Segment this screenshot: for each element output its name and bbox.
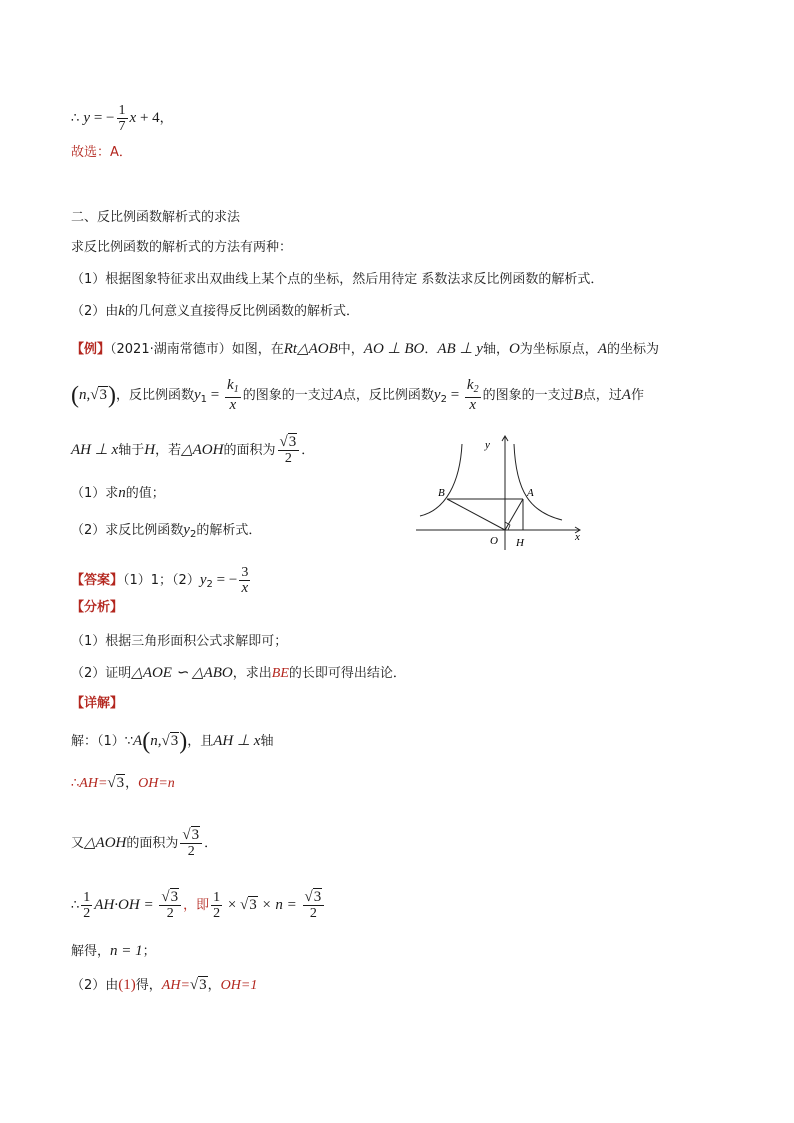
- punct: ．: [118, 145, 132, 160]
- point-a: A: [621, 387, 631, 403]
- frac-num: [465, 378, 481, 398]
- frac-den: 2: [309, 906, 317, 921]
- fraction-sqrt3-2: [278, 435, 300, 466]
- frac-num: [278, 435, 300, 451]
- times: ×: [224, 897, 241, 913]
- sqrt: √3: [161, 889, 179, 905]
- point-a: A: [133, 733, 143, 749]
- label-a: A: [527, 487, 534, 499]
- text: 点，过: [582, 388, 622, 403]
- choice-label: 故选：: [71, 145, 111, 160]
- frac-num: [180, 828, 202, 844]
- text: 轴于: [118, 443, 145, 458]
- text: 中，: [337, 342, 364, 357]
- text: 的坐标为: [606, 342, 659, 357]
- eq-sign: = −: [90, 110, 115, 126]
- perp-ah-x: AH ⊥ x: [71, 442, 119, 458]
- answer-tag: 【答案】: [71, 573, 124, 588]
- punct: ．: [204, 836, 218, 851]
- therefore-sign: ∴: [71, 898, 80, 913]
- sqrt: √3: [304, 889, 322, 905]
- text: 为坐标原点，: [519, 342, 598, 357]
- point-h: H: [144, 442, 156, 458]
- text: 轴，: [482, 342, 509, 357]
- radicand: 3: [170, 733, 179, 749]
- frac-den: 2: [213, 906, 221, 921]
- text: ，反比例函数: [115, 388, 194, 403]
- hyperbola-right: [514, 444, 562, 520]
- question-1: [71, 483, 165, 504]
- example-line-3: [71, 435, 314, 466]
- text: 的面积为: [126, 836, 179, 851]
- fraction: [159, 890, 181, 921]
- text: 点，反比例函数: [342, 388, 434, 403]
- analysis-line-2: [71, 663, 406, 684]
- point-a: A: [597, 341, 607, 357]
- text: 得，: [135, 978, 162, 993]
- paren-open: (: [142, 728, 151, 755]
- subscript: 1: [200, 394, 208, 405]
- detail-step-1: [71, 728, 274, 755]
- frac-num: 3: [241, 565, 249, 580]
- frac-den: x: [229, 397, 237, 413]
- var-y2: y: [199, 572, 207, 588]
- var-y: y: [83, 110, 91, 126]
- method-item-2: [71, 301, 359, 322]
- fraction-k2: [465, 378, 481, 413]
- fraction: [117, 103, 128, 134]
- text: 的值；: [125, 486, 165, 501]
- detail-step-5: [71, 941, 156, 962]
- answer-fraction: [239, 565, 250, 596]
- var-n: n: [118, 485, 126, 501]
- text: ，求出: [232, 666, 272, 681]
- text: ，即: [183, 898, 210, 913]
- text: （2）求反比例函数: [71, 523, 184, 538]
- oh-eq: OH=1: [220, 978, 258, 993]
- text: （2）由: [71, 978, 119, 993]
- constant: + 4: [136, 110, 160, 126]
- text: （1）求: [71, 486, 119, 501]
- punct: ；: [142, 944, 156, 959]
- section-title: 二、反比例函数解析式的求法: [71, 210, 241, 225]
- detail-step-4: [71, 890, 326, 921]
- eq-sign: = −: [212, 572, 238, 588]
- answer-text: （1）1；（2）: [123, 573, 200, 588]
- detail-step-6: [71, 975, 257, 996]
- punct: ，: [207, 978, 221, 993]
- subscript: 2: [189, 529, 197, 540]
- detail-tag: 【详解】: [71, 696, 124, 711]
- method-item-1: （1）根据图象特征求出双曲线上某个点的坐标，然后用待定 系数法求反比例函数的解析式．: [71, 272, 604, 287]
- sqrt: √3: [240, 897, 257, 913]
- fraction: [81, 890, 92, 921]
- answer-line: [71, 565, 252, 596]
- example-line-1: [71, 339, 659, 360]
- radicand: 3: [199, 977, 207, 993]
- text: （2）证明: [71, 666, 132, 681]
- punct: ，: [125, 776, 139, 791]
- prev-choice: [71, 143, 132, 163]
- therefore-sign: ∴: [71, 776, 80, 791]
- frac-num: [159, 890, 181, 906]
- sqrt: √3: [279, 434, 297, 450]
- therefore-sign: ∴: [71, 111, 80, 126]
- segment-ao: [505, 499, 523, 530]
- var-n: n,: [150, 733, 162, 749]
- frac-den: 2: [187, 844, 195, 859]
- eq-sign: =: [207, 387, 224, 403]
- subscript: 2: [206, 579, 213, 590]
- oh-eq: OH=n: [138, 776, 175, 791]
- comma: ,: [86, 387, 91, 403]
- sqrt: √3: [161, 733, 179, 749]
- radicand: 3: [170, 889, 179, 905]
- detail-step-2: [71, 773, 175, 794]
- frac-num: 1: [118, 103, 126, 118]
- item-prefix: （2）由: [71, 304, 119, 319]
- rt: Rt: [283, 341, 298, 357]
- prev-equation: [71, 103, 173, 134]
- subscript: 2: [473, 384, 479, 395]
- frac-den: x: [469, 397, 477, 413]
- var-k: k: [466, 377, 474, 393]
- section-intro: 求反比例函数的解析式的方法有两种：: [71, 240, 293, 255]
- var-k: k: [118, 303, 125, 319]
- text: 的图象的一支过: [482, 388, 574, 403]
- var-k: k: [227, 377, 234, 393]
- n-eq-1: n = 1: [110, 943, 143, 959]
- radicand: 3: [99, 387, 107, 403]
- hyperbola-left: [420, 444, 462, 516]
- frac-num: 1: [213, 890, 221, 905]
- item-text: 的几何意义直接得反比例函数的解析式．: [124, 304, 359, 319]
- analysis-tag: 【分析】: [71, 600, 124, 615]
- perp-ao-bo: AO ⊥ BO: [363, 341, 425, 357]
- fraction: [180, 828, 202, 859]
- question-2: [71, 520, 261, 545]
- radicand: 3: [116, 775, 125, 791]
- punct: ，: [159, 111, 173, 126]
- area-expr: AH·OH =: [94, 897, 158, 913]
- frac-den: 2: [166, 906, 174, 921]
- analysis-line-1: （1）根据三角形面积公式求解即可；: [71, 634, 288, 649]
- text: ，若: [155, 443, 182, 458]
- label-y: y: [485, 439, 490, 451]
- var-y1: y: [194, 387, 201, 403]
- radicand: 3: [191, 827, 200, 843]
- times-n: × n =: [257, 897, 301, 913]
- paren-close: ): [179, 728, 188, 755]
- example-tag: 【例】: [71, 342, 111, 357]
- radicand: 3: [288, 434, 297, 450]
- text: 又: [71, 836, 85, 851]
- label-x: x: [575, 531, 580, 543]
- eq-sign: =: [446, 387, 463, 403]
- var-x: x: [129, 110, 137, 126]
- text: 作: [630, 388, 644, 403]
- text: 的长即可得出结论．: [288, 666, 406, 681]
- label-b: B: [438, 487, 445, 499]
- ref-1: (1): [118, 977, 136, 993]
- segment-bo: [447, 499, 505, 530]
- var-n: n: [79, 387, 87, 403]
- sqrt: √3: [107, 775, 125, 791]
- choice-value: A: [110, 145, 119, 160]
- text: 解得，: [71, 944, 111, 959]
- ah-eq: AH=: [161, 978, 190, 993]
- radicand: 3: [249, 897, 257, 913]
- frac-num: [303, 890, 325, 906]
- text: 轴: [260, 734, 274, 749]
- hyperbola-figure: [412, 432, 592, 552]
- sqrt: √3: [90, 387, 107, 403]
- frac-den: x: [241, 580, 249, 596]
- frac-num: 1: [83, 890, 91, 905]
- segment-be: BE: [271, 666, 289, 681]
- example-source: （2021·湖南常德市）如图，在: [110, 342, 284, 357]
- paren-open: (: [71, 382, 79, 409]
- ah-eq: AH=: [79, 776, 108, 791]
- point-b: B: [573, 387, 583, 403]
- frac-den: 7: [118, 119, 126, 134]
- perp-ab-y: AB ⊥ y: [437, 341, 483, 357]
- subscript: 2: [440, 394, 447, 405]
- detail-step-3: [71, 828, 217, 859]
- sqrt: √3: [182, 827, 200, 843]
- triangle-aoh: △AOH: [84, 835, 127, 851]
- text: 的面积为: [223, 443, 276, 458]
- example-line-2: [71, 378, 644, 413]
- subscript: 1: [233, 384, 239, 395]
- fraction: [303, 890, 325, 921]
- label-h: H: [516, 537, 524, 549]
- triangle-aob: △AOB: [297, 341, 338, 357]
- point-o: O: [508, 341, 520, 357]
- text: 的解析式．: [196, 523, 262, 538]
- text: ，且: [187, 734, 214, 749]
- triangle-aoh: △AOH: [181, 442, 224, 458]
- radicand: 3: [313, 889, 322, 905]
- punct: ．: [424, 342, 438, 357]
- point-a: A: [333, 387, 343, 403]
- text: 的图象的一支过: [242, 388, 334, 403]
- frac-den: 2: [83, 906, 91, 921]
- label-o: O: [490, 535, 498, 547]
- text: 解：（1）∵: [71, 734, 134, 749]
- fraction-k1: [225, 378, 241, 413]
- paren-close: ): [107, 382, 116, 409]
- sqrt: √3: [189, 977, 207, 993]
- similar-triangles: △AOE ∽ △ABO: [131, 665, 233, 681]
- punct: ．: [301, 443, 315, 458]
- frac-num: [225, 378, 241, 398]
- perp-ah-x: AH ⊥ x: [213, 733, 261, 749]
- fraction: [211, 890, 222, 921]
- frac-den: 2: [284, 451, 292, 466]
- var-y2: y: [183, 522, 190, 538]
- var-y2: y: [433, 387, 441, 403]
